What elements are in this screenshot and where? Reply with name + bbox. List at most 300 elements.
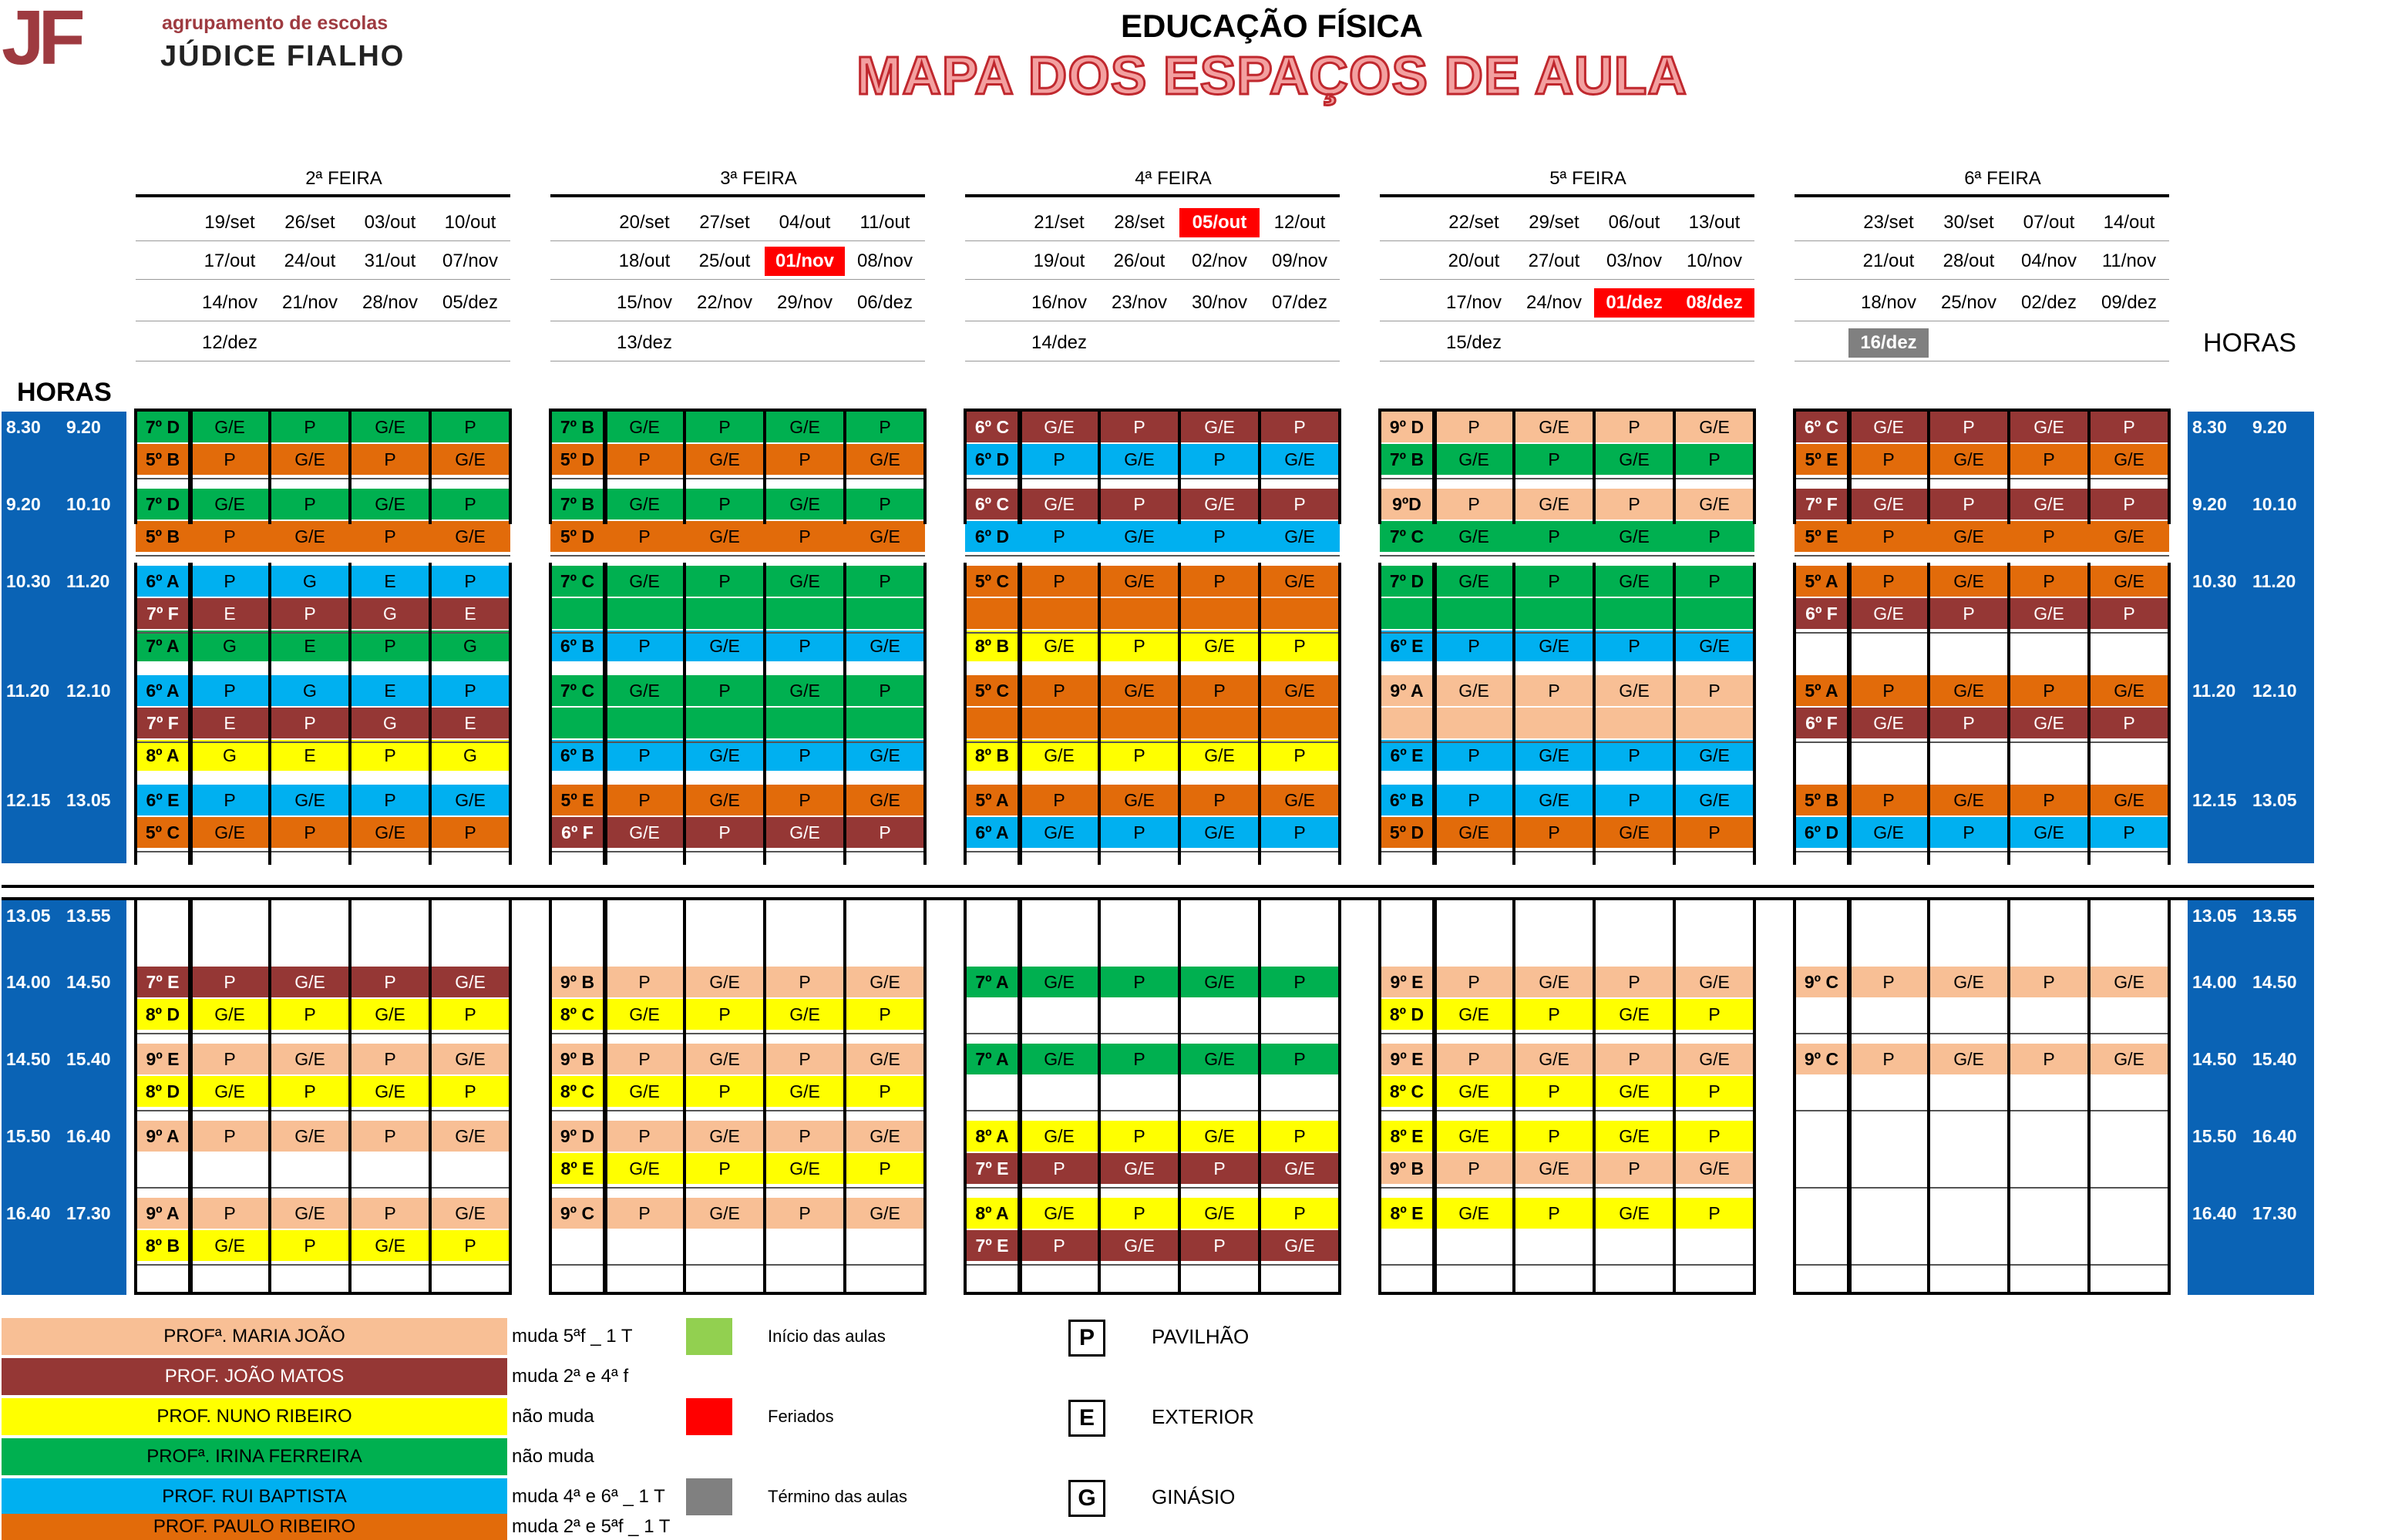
column-divider	[188, 900, 193, 1295]
column-divider	[1927, 563, 1930, 865]
class-name: 7º C	[1389, 526, 1425, 546]
page-subtitle: MAPA DOS ESPAÇOS DE AULA	[856, 45, 1687, 106]
time-start: 13.05	[6, 906, 51, 926]
space-code: P	[1293, 1049, 1306, 1069]
date-cell: 11/out	[859, 212, 910, 233]
date-cell: 14/dez	[1031, 332, 1088, 353]
column-divider	[134, 409, 137, 524]
date-row-rule	[1380, 279, 1754, 280]
date-cell: 14/out	[2103, 212, 2155, 233]
space-code: G/E	[870, 1126, 900, 1146]
time-column-right-pm	[2188, 900, 2314, 1295]
space-code: G/E	[1699, 790, 1730, 810]
space-code: P	[2123, 713, 2135, 733]
space-code: P	[1468, 972, 1480, 992]
space-code: P	[879, 1004, 891, 1024]
space-code: G/E	[375, 417, 405, 437]
space-code: P	[1708, 1004, 1721, 1024]
space-code: G/E	[1284, 449, 1315, 469]
space-code: P	[1882, 449, 1895, 469]
column-divider	[1338, 563, 1341, 865]
space-label: GINÁSIO	[1152, 1485, 1236, 1508]
space-code: G/E	[629, 571, 660, 591]
space-code: G/E	[789, 681, 820, 701]
teacher-legend: PROFª. IRINA FERREIRA	[2, 1438, 507, 1475]
space-code: G/E	[1953, 571, 1984, 591]
space-code: G/E	[1458, 1203, 1489, 1223]
space-code: G	[463, 745, 477, 765]
space-code: G/E	[1204, 1203, 1235, 1223]
space-code: P	[1133, 494, 1145, 514]
space-code: P	[718, 1158, 731, 1179]
space-code: G/E	[1619, 526, 1650, 546]
class-name: 6º F	[1805, 604, 1838, 624]
space-code: P	[1882, 526, 1895, 546]
space-code: P	[1708, 1203, 1721, 1223]
class-name: 6º A	[146, 681, 180, 701]
class-name: 7º B	[560, 417, 595, 437]
space-code: P	[2043, 972, 2055, 992]
space-code: P	[1293, 636, 1306, 656]
class-name: 7º C	[560, 571, 595, 591]
space-label: EXTERIOR	[1152, 1405, 1254, 1428]
space-code: G/E	[1873, 494, 1904, 514]
date-row-rule	[965, 279, 1340, 280]
space-code: G/E	[2033, 713, 2064, 733]
space-code: P	[304, 1081, 316, 1101]
class-name: 9º C	[560, 1203, 595, 1223]
date-cell: 22/set	[1448, 212, 1499, 233]
date-row-rule	[550, 279, 925, 280]
date-cell: 07/out	[2023, 212, 2075, 233]
space-code: G/E	[1539, 417, 1569, 437]
space-code: P	[1548, 1126, 1560, 1146]
space-code: P	[1548, 571, 1560, 591]
column-divider	[1593, 409, 1596, 524]
space-code: G/E	[789, 1158, 820, 1179]
marker-swatch	[686, 1478, 732, 1515]
space-code: P	[2123, 604, 2135, 624]
space-code: P	[2043, 1049, 2055, 1069]
space-code: P	[1213, 1158, 1226, 1179]
space-code: G/E	[1204, 822, 1235, 842]
space-code: G/E	[214, 1236, 245, 1256]
space-code: P	[1963, 494, 1975, 514]
page-title: EDUCAÇÃO FÍSICA	[1120, 8, 1423, 44]
space-code: G/E	[1873, 604, 1904, 624]
space-code: G/E	[1953, 790, 1984, 810]
class-name: 9º E	[146, 1049, 180, 1069]
horas-label-left: HORAS	[17, 378, 112, 407]
column-divider	[1378, 900, 1381, 1295]
time-start: 15.50	[6, 1126, 51, 1146]
day-top-rule	[550, 194, 925, 197]
space-code: G/E	[789, 571, 820, 591]
class-name: 7º F	[146, 713, 179, 733]
space-code: E	[384, 681, 396, 701]
space-code: P	[799, 790, 811, 810]
column-divider	[2007, 563, 2010, 865]
column-divider	[1847, 409, 1852, 524]
space-code: G/E	[455, 1049, 486, 1069]
time-start: 14.00	[6, 972, 51, 992]
class-name: 6º A	[975, 822, 1009, 842]
date-cell: 20/set	[619, 212, 670, 233]
space-code: P	[879, 1158, 891, 1179]
space-code: P	[718, 1081, 731, 1101]
space-code: P	[879, 494, 891, 514]
space-code: E	[304, 745, 316, 765]
column-divider	[2168, 563, 2171, 865]
column-divider	[188, 409, 193, 524]
class-name: 6º C	[974, 417, 1010, 437]
space-code: G/E	[1044, 494, 1075, 514]
space-code: G/E	[1619, 571, 1650, 591]
space-code: G/E	[1619, 822, 1650, 842]
column-divider	[763, 563, 766, 865]
day-top-rule	[136, 194, 510, 197]
class-name: 5º E	[1805, 526, 1838, 546]
time-start: 16.40	[6, 1203, 51, 1223]
space-code: G/E	[294, 790, 325, 810]
space-code: G/E	[870, 636, 900, 656]
time-end: 13.55	[66, 906, 111, 926]
column-divider	[763, 900, 766, 1295]
time-end: 16.40	[2252, 1126, 2297, 1146]
space-code: P	[1708, 449, 1721, 469]
space-code: P	[1963, 713, 1975, 733]
column-divider	[549, 409, 552, 524]
space-code: P	[879, 1081, 891, 1101]
class-name: 6º C	[1804, 417, 1839, 437]
space-code: G/E	[1204, 636, 1235, 656]
space-code: G/E	[1458, 681, 1489, 701]
space-code: G/E	[1204, 1049, 1235, 1069]
class-name: 8º B	[974, 636, 1010, 656]
space-code: G/E	[709, 745, 740, 765]
space-code: P	[464, 681, 476, 701]
space-code: G/E	[1458, 1126, 1489, 1146]
space-code: G/E	[1284, 1158, 1315, 1179]
class-name: 8º B	[145, 1236, 180, 1256]
space-code: P	[304, 713, 316, 733]
date-cell: 11/nov	[2101, 251, 2157, 271]
date-row-rule	[1380, 240, 1754, 241]
date-cell: 24/nov	[1525, 292, 1583, 313]
date-cell: 30/nov	[1191, 292, 1248, 313]
date-cell: 03/out	[364, 212, 416, 233]
column-divider	[964, 900, 967, 1295]
space-code: P	[464, 571, 476, 591]
space-code: G/E	[2114, 972, 2144, 992]
teacher-legend: PROFª. MARIA JOÃO	[2, 1318, 507, 1355]
teacher-legend: PROF. JOÃO MATOS	[2, 1358, 507, 1395]
space-code: G/E	[1699, 494, 1730, 514]
column-divider	[2087, 900, 2091, 1295]
teacher-legend: PROF. NUNO RIBEIRO	[2, 1398, 507, 1435]
class-name: 7º A	[975, 972, 1009, 992]
space-code: P	[2043, 790, 2055, 810]
class-name: 8º D	[145, 1004, 180, 1024]
space-code: G/E	[629, 494, 660, 514]
class-name: 9º C	[1804, 1049, 1839, 1069]
space-code: P	[1213, 526, 1226, 546]
column-divider	[1673, 409, 1676, 524]
column-divider	[2007, 900, 2010, 1295]
space-code: P	[2043, 449, 2055, 469]
space-code: G/E	[375, 494, 405, 514]
space-code: P	[1293, 417, 1306, 437]
time-start: 9.20	[2192, 494, 2227, 514]
space-code: P	[1468, 745, 1480, 765]
space-code: P	[2123, 417, 2135, 437]
space-code: E	[224, 604, 236, 624]
school-logo: JF	[2, 0, 79, 81]
space-code: P	[1708, 681, 1721, 701]
space-code: P	[1213, 790, 1226, 810]
space-code: P	[1628, 417, 1640, 437]
space-code: G/E	[1953, 526, 1984, 546]
date-cell: 15/nov	[616, 292, 673, 313]
class-name: 5º C	[974, 571, 1010, 591]
class-name: 8º A	[975, 1126, 1009, 1146]
space-code: G/E	[709, 526, 740, 546]
date-cell: 24/out	[284, 251, 336, 271]
column-divider	[1927, 409, 1930, 524]
space-code: G/E	[870, 745, 900, 765]
class-name: 8º C	[560, 1081, 595, 1101]
column-divider	[348, 563, 352, 865]
column-divider	[348, 409, 352, 524]
date-cell: 28/out	[1943, 251, 1995, 271]
date-cell: 27/out	[1528, 251, 1580, 271]
column-divider	[1793, 900, 1796, 1295]
space-code: P	[799, 636, 811, 656]
space-code: P	[879, 571, 891, 591]
space-code: P	[304, 1004, 316, 1024]
space-code: G/E	[1284, 790, 1315, 810]
space-code: P	[384, 972, 396, 992]
space-code: P	[1133, 972, 1145, 992]
space-code: P	[638, 526, 651, 546]
space-code: P	[1468, 790, 1480, 810]
space-code: G/E	[1873, 822, 1904, 842]
date-cell: 13/dez	[616, 332, 673, 353]
space-code: G/E	[214, 417, 245, 437]
space-code: P	[638, 1126, 651, 1146]
column-divider	[1338, 409, 1341, 524]
date-cell: 09/dez	[2101, 292, 2158, 313]
space-code: P	[1213, 681, 1226, 701]
space-code: G/E	[629, 1004, 660, 1024]
class-name: 6º E	[1390, 636, 1424, 656]
space-code: P	[1133, 417, 1145, 437]
column-divider	[2087, 563, 2091, 865]
date-cell: 06/dez	[856, 292, 913, 313]
class-name: 6º B	[560, 636, 595, 656]
school-name: JÚDICE FIALHO	[160, 40, 405, 72]
space-code: P	[718, 822, 731, 842]
space-code: G/E	[1699, 972, 1730, 992]
date-cell: 03/nov	[1606, 251, 1663, 271]
date-row-rule	[136, 279, 510, 280]
time-end: 17.30	[2252, 1203, 2297, 1223]
space-code: G/E	[709, 449, 740, 469]
space-code: G/E	[789, 822, 820, 842]
space-code: P	[224, 681, 236, 701]
class-name: 9º B	[1389, 1158, 1425, 1179]
space-code: G/E	[1044, 822, 1075, 842]
space-code: G/E	[1204, 417, 1235, 437]
space-code: G	[463, 636, 477, 656]
date-cell: 13/out	[1688, 212, 1741, 233]
space-code: P	[384, 790, 396, 810]
space-code: P	[2123, 494, 2135, 514]
space-code: P	[304, 822, 316, 842]
day-name: 3ª FEIRA	[720, 168, 797, 189]
date-cell: 26/out	[1113, 251, 1166, 271]
space-code: G	[303, 571, 317, 591]
column-divider	[429, 409, 432, 524]
column-divider	[1673, 900, 1676, 1295]
space-code: G/E	[629, 822, 660, 842]
space-code: P	[1293, 745, 1306, 765]
space-code: P	[2043, 526, 2055, 546]
space-code: P	[464, 822, 476, 842]
date-row-rule	[550, 240, 925, 241]
column-divider	[268, 409, 271, 524]
column-divider	[923, 563, 927, 865]
column-divider	[509, 563, 512, 865]
space-code: P	[799, 1126, 811, 1146]
time-end: 13.05	[66, 790, 111, 810]
column-divider	[603, 409, 607, 524]
space-code: G/E	[1953, 1049, 1984, 1069]
space-code: G/E	[629, 417, 660, 437]
space-code: G/E	[214, 494, 245, 514]
space-code: P	[384, 636, 396, 656]
class-name: 8º E	[1390, 1203, 1424, 1223]
time-start: 11.20	[6, 681, 50, 701]
space-code: G/E	[214, 1004, 245, 1024]
class-name: 7º F	[146, 604, 179, 624]
date-cell: 18/nov	[1860, 292, 1917, 313]
space-code: P	[1053, 571, 1065, 591]
space-code: P	[638, 790, 651, 810]
class-name: 9º E	[1390, 1049, 1424, 1069]
day-name: 2ª FEIRA	[305, 168, 382, 189]
space-code: P	[464, 1004, 476, 1024]
date-row-rule	[1795, 240, 2169, 241]
space-code: G/E	[1124, 681, 1155, 701]
space-code: G	[223, 636, 237, 656]
time-start: 8.30	[6, 417, 41, 437]
class-name: 5º B	[145, 526, 180, 546]
space-code: G/E	[1124, 1236, 1155, 1256]
space-code: G/E	[1124, 449, 1155, 469]
column-divider	[1847, 563, 1852, 865]
space-code: P	[1053, 1236, 1065, 1256]
column-divider	[1432, 563, 1437, 865]
class-name: 5º E	[1805, 449, 1838, 469]
date-cell: 21/set	[1034, 212, 1085, 233]
date-cell: 04/nov	[2020, 251, 2077, 271]
column-divider	[2168, 409, 2171, 524]
space-code: P	[1053, 1158, 1065, 1179]
space-code: P	[1882, 790, 1895, 810]
space-code: P	[1293, 1126, 1306, 1146]
space-code: G/E	[375, 1236, 405, 1256]
class-name: 5º B	[145, 449, 180, 469]
date-cell: 01/nov	[765, 247, 845, 276]
space-code: P	[384, 526, 396, 546]
space-code: P	[1628, 1158, 1640, 1179]
column-divider	[2007, 409, 2010, 524]
column-divider	[1512, 900, 1515, 1295]
date-cell: 21/out	[1862, 251, 1915, 271]
date-cell: 09/nov	[1271, 251, 1328, 271]
marker-label: Término das aulas	[768, 1487, 907, 1506]
space-code: P	[718, 571, 731, 591]
space-code: G/E	[2114, 1049, 2144, 1069]
day-top-rule	[965, 194, 1340, 197]
day-name: 4ª FEIRA	[1135, 168, 1212, 189]
space-code: P	[799, 972, 811, 992]
time-start: 12.15	[2192, 790, 2237, 810]
space-code: P	[799, 745, 811, 765]
space-code: P	[1882, 681, 1895, 701]
space-code: G/E	[375, 1004, 405, 1024]
space-code: G/E	[629, 681, 660, 701]
space-code: P	[1708, 526, 1721, 546]
column-divider	[1512, 409, 1515, 524]
space-code: G/E	[1539, 1049, 1569, 1069]
class-name: 9º D	[1389, 417, 1425, 437]
class-name: 7º D	[145, 494, 180, 514]
class-name: 7º E	[975, 1158, 1009, 1179]
space-code: P	[304, 1236, 316, 1256]
class-name: 7º F	[1805, 494, 1838, 514]
space-code: G/E	[294, 1049, 325, 1069]
class-name: 9º A	[146, 1203, 180, 1223]
space-code: P	[224, 1203, 236, 1223]
column-divider	[1432, 409, 1437, 524]
space-code: P	[304, 417, 316, 437]
class-name: 9º E	[1390, 972, 1424, 992]
space-code: G/E	[1539, 972, 1569, 992]
time-start: 12.15	[6, 790, 51, 810]
class-name: 9º A	[1390, 681, 1424, 701]
slot-rule	[965, 555, 1340, 556]
space-code: P	[384, 1049, 396, 1069]
class-name: 8º C	[560, 1004, 595, 1024]
column-divider	[2168, 900, 2171, 1295]
column-divider	[1098, 563, 1101, 865]
space-code: P	[1293, 822, 1306, 842]
column-divider	[1593, 900, 1596, 1295]
date-cell: 05/out	[1179, 208, 1260, 237]
space-code: P	[1708, 822, 1721, 842]
space-code: G/E	[2033, 604, 2064, 624]
date-row-rule	[1795, 279, 2169, 280]
space-code: G/E	[1953, 681, 1984, 701]
space-code: G/E	[1699, 636, 1730, 656]
column-divider	[1673, 563, 1676, 865]
date-cell: 17/nov	[1445, 292, 1502, 313]
space-code: P	[1548, 681, 1560, 701]
space-code: P	[1548, 822, 1560, 842]
space-code: P	[304, 604, 316, 624]
